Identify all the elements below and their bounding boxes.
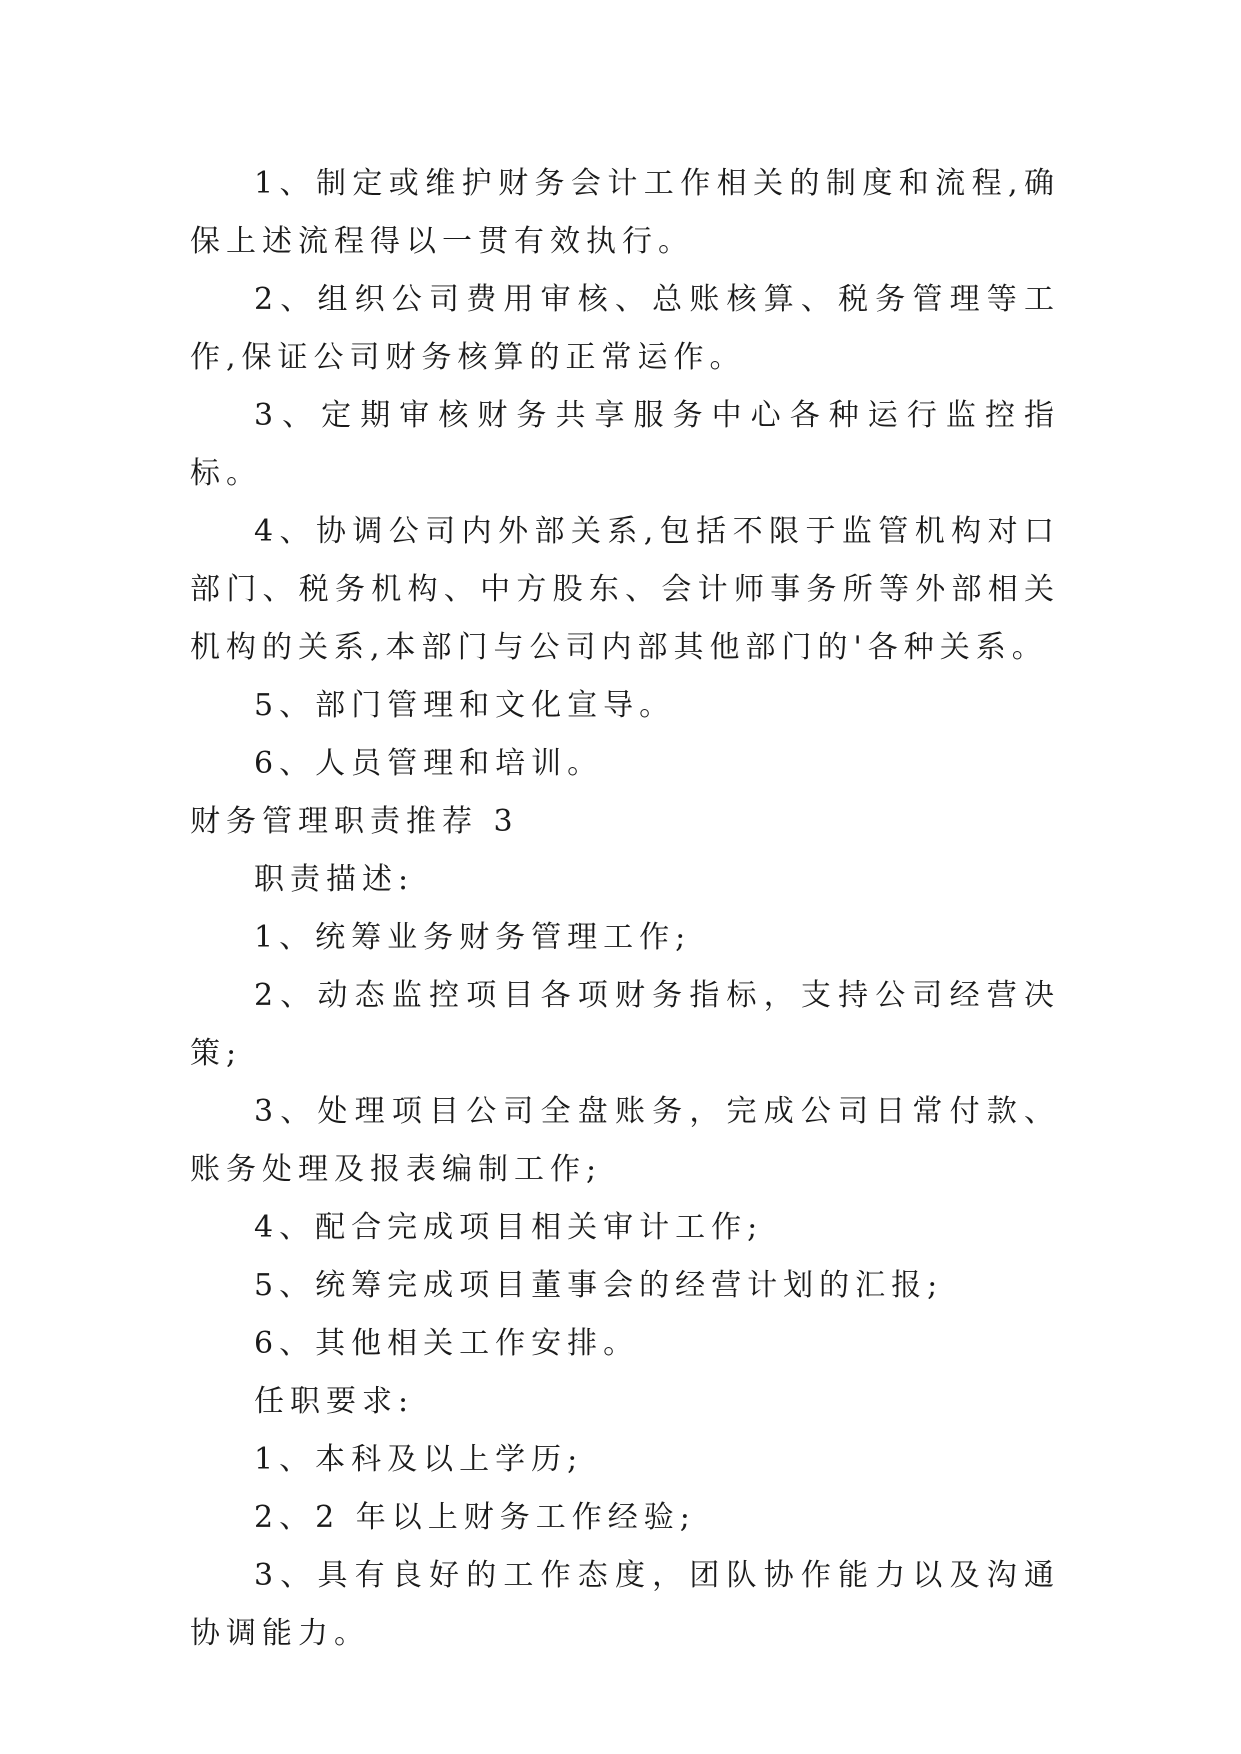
section-heading: 财务管理职责推荐 3	[190, 804, 519, 839]
paragraph-duty-4: 4、协调公司内外部关系,包括不限于监管机构对口部门、税务机构、中方股东、会计师事务所等外部相关机构的关系,本部门与公司内部其他部门的'各种关系。	[190, 514, 1060, 665]
paragraph-duty-3: 3、定期审核财务共享服务中心各种运行监控指标。	[190, 398, 1060, 491]
paragraph-req-1: 1、本科及以上学历;	[254, 1442, 584, 1477]
paragraph-duty-1: 1、制定或维护财务会计工作相关的制度和流程,确保上述流程得以一贯有效执行。	[190, 166, 1060, 259]
paragraph-req-2: 2、2 年以上财务工作经验;	[254, 1500, 696, 1535]
paragraph-req-3: 3、具有良好的工作态度，团队协作能力以及沟通协调能力。	[190, 1558, 1060, 1651]
paragraph-duty-6: 6、人员管理和培训。	[254, 746, 604, 781]
paragraph-desc-5: 5、统筹完成项目董事会的经营计划的汇报;	[254, 1268, 944, 1303]
paragraph-desc-3: 3、处理项目公司全盘账务，完成公司日常付款、账务处理及报表编制工作;	[190, 1094, 1060, 1187]
paragraph-duty-2: 2、组织公司费用审核、总账核算、税务管理等工作,保证公司财务核算的正常运作。	[190, 282, 1060, 375]
subheading-job-description: 职责描述:	[254, 862, 415, 897]
paragraph-desc-2: 2、动态监控项目各项财务指标，支持公司经营决策;	[190, 978, 1060, 1071]
paragraph-duty-5: 5、部门管理和文化宣导。	[254, 688, 676, 723]
paragraph-desc-6: 6、其他相关工作安排。	[254, 1326, 640, 1361]
paragraph-desc-1: 1、统筹业务财务管理工作;	[254, 920, 692, 955]
document-body	[190, 155, 1060, 1663]
paragraph-desc-4: 4、配合完成项目相关审计工作;	[254, 1210, 764, 1245]
subheading-requirements: 任职要求:	[254, 1384, 415, 1419]
